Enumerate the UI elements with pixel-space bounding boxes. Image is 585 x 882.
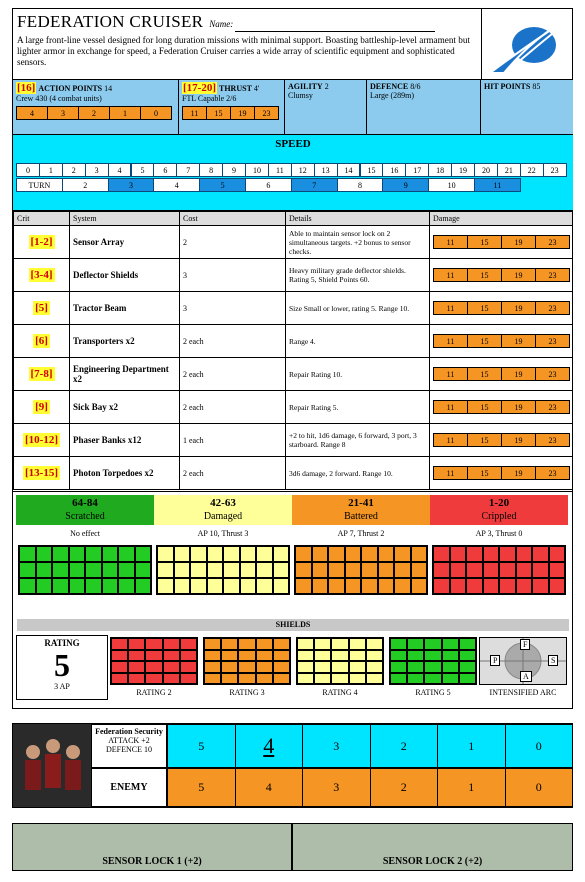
system-name: Tractor Beam xyxy=(70,292,180,325)
band-effect: AP 10, Thrust 3 xyxy=(197,529,249,538)
speed-cell[interactable]: 8 xyxy=(199,163,223,177)
speed-cell[interactable]: 11 xyxy=(268,163,292,177)
intensified-arc[interactable] xyxy=(479,637,567,685)
speed-cell[interactable]: 23 xyxy=(543,163,567,177)
ship-card xyxy=(12,8,573,709)
name-label: Name: xyxy=(209,19,234,29)
damage-band: 21-41 Battered xyxy=(292,495,430,525)
hit-points-cell xyxy=(481,80,573,135)
security-value[interactable]: 3 xyxy=(302,724,371,768)
crit-range: [3-4] xyxy=(30,269,53,281)
crit-cell xyxy=(14,325,70,358)
system-cost: 3 xyxy=(180,292,286,325)
crit-range: [9] xyxy=(35,401,48,413)
thrust-box[interactable]: 23 xyxy=(254,106,279,120)
hp-value: 85 xyxy=(532,82,541,91)
crit-cell xyxy=(14,259,70,292)
system-details: Repair Rating 5. xyxy=(286,391,430,424)
system-cost: 2 each xyxy=(180,457,286,490)
damage-box[interactable]: 19 xyxy=(501,466,536,480)
enemy-value[interactable]: 4 xyxy=(235,768,304,807)
enemy-value[interactable]: 3 xyxy=(302,768,371,807)
shield-level-label: RATING 2 xyxy=(136,688,172,697)
system-row xyxy=(14,325,573,358)
enemy-value[interactable]: 1 xyxy=(437,768,506,807)
crit-range: [7-8] xyxy=(30,368,53,380)
damage-box[interactable]: 23 xyxy=(535,466,570,480)
speed-cell[interactable]: 20 xyxy=(474,163,498,177)
security-info xyxy=(91,724,167,768)
security-value[interactable]: 0 xyxy=(505,724,574,768)
system-name: Transporters x2 xyxy=(70,325,180,358)
system-details: Repair Rating 10. xyxy=(286,358,430,391)
system-name: Sensor Array xyxy=(70,226,180,259)
security-defence: DEFENCE 10 xyxy=(106,745,152,754)
federation-logo-icon xyxy=(481,9,573,79)
speed-track xyxy=(13,135,573,211)
damage-box[interactable]: 11 xyxy=(433,433,468,447)
sensor-lock-1[interactable]: SENSOR LOCK 1 (+2) xyxy=(12,823,292,871)
crit-cell xyxy=(14,292,70,325)
system-name: Phaser Banks x12 xyxy=(70,424,180,457)
speed-cell[interactable]: 16 xyxy=(382,163,406,177)
speed-cell[interactable]: 0 xyxy=(16,163,40,177)
thrust-label: THRUST xyxy=(219,84,252,93)
system-name: Deflector Shields xyxy=(70,259,180,292)
ap-crit: [16] xyxy=(17,82,36,94)
system-cost: 2 xyxy=(180,226,286,259)
system-name: Sick Bay x2 xyxy=(70,391,180,424)
damage-band: 64-84 Scratched xyxy=(16,495,154,525)
defence-value: 8/6 xyxy=(410,82,421,91)
speed-cell[interactable]: 13 xyxy=(314,163,338,177)
band-effect: AP 7, Thrust 2 xyxy=(337,529,385,538)
ship-title: FEDERATION CRUISER xyxy=(17,12,204,31)
speed-title: SPEED xyxy=(275,138,311,150)
shield-level-label: RATING 4 xyxy=(322,688,358,697)
damage-box[interactable]: 19 xyxy=(501,235,536,249)
band-effect: AP 3, Thrust 0 xyxy=(475,529,523,538)
damage-band: 1-20 Crippled xyxy=(430,495,568,525)
ap-value: 14 xyxy=(104,84,113,93)
security-team-image xyxy=(13,724,91,807)
damage-cell xyxy=(430,358,573,391)
damage-box[interactable]: 19 xyxy=(501,268,536,282)
crit-cell xyxy=(14,226,70,259)
agility-cell xyxy=(285,80,367,135)
security-value[interactable]: 1 xyxy=(437,724,506,768)
rating-ap: 3 AP xyxy=(54,682,70,691)
crit-cell xyxy=(14,424,70,457)
ap-boxes xyxy=(16,106,171,120)
col-cost: Cost xyxy=(180,212,286,226)
system-details: Heavy military grade deflector shields. Rating 5, Shield Points 60. xyxy=(286,259,430,292)
arc-forward[interactable]: F xyxy=(520,639,530,650)
speed-cell[interactable]: 14 xyxy=(337,163,361,177)
system-row xyxy=(14,358,573,391)
damage-box[interactable]: 11 xyxy=(433,400,468,414)
enemy-label: ENEMY xyxy=(91,768,167,807)
agility-value: 2 xyxy=(324,82,329,91)
enemy-value[interactable]: 5 xyxy=(167,768,236,807)
arc-aft[interactable]: A xyxy=(520,671,532,682)
security-value[interactable]: 2 xyxy=(370,724,439,768)
damage-box[interactable]: 19 xyxy=(501,367,536,381)
system-details: Able to maintain sensor lock on 2 simultaneous targets. +2 bonus to sensor checks. xyxy=(286,226,430,259)
speed-cell[interactable]: 18 xyxy=(428,163,452,177)
damage-box[interactable]: 23 xyxy=(535,367,570,381)
system-cost: 2 each xyxy=(180,358,286,391)
col-details: Details xyxy=(286,212,430,226)
damage-cell xyxy=(430,292,573,325)
turn-cell[interactable]: 9 xyxy=(382,178,429,192)
col-damage: Damage xyxy=(430,212,573,226)
damage-box[interactable]: 11 xyxy=(433,466,468,480)
damage-box[interactable]: 15 xyxy=(467,367,502,381)
damage-box[interactable]: 19 xyxy=(501,301,536,315)
speed-cell[interactable]: 4 xyxy=(108,163,132,177)
speed-cell[interactable]: 17 xyxy=(405,163,429,177)
shield-grid[interactable] xyxy=(389,637,477,685)
system-cost: 1 each xyxy=(180,424,286,457)
system-name: Photon Torpedoes x2 xyxy=(70,457,180,490)
agility-label: AGILITY xyxy=(288,82,323,91)
crit-range: [6] xyxy=(35,335,48,347)
col-crit: Crit xyxy=(14,212,70,226)
damage-box[interactable]: 15 xyxy=(467,400,502,414)
damage-track xyxy=(13,491,573,709)
thrust-boxes xyxy=(182,106,278,120)
speed-cell[interactable]: 19 xyxy=(451,163,475,177)
speed-cell[interactable]: 5 xyxy=(131,163,155,177)
system-row xyxy=(14,259,573,292)
action-points-cell xyxy=(13,80,179,135)
hp-grid[interactable] xyxy=(432,545,566,595)
system-details: Range 4. xyxy=(286,325,430,358)
enemy-value[interactable]: 0 xyxy=(505,768,574,807)
damage-box[interactable]: 23 xyxy=(535,268,570,282)
damage-box[interactable]: 23 xyxy=(535,301,570,315)
system-details: +2 to hit, 1d6 damage, 6 forward, 3 port, 3 starboard. Range 8 xyxy=(286,424,430,457)
enemy-value[interactable]: 2 xyxy=(370,768,439,807)
system-row xyxy=(14,292,573,325)
rating-label: RATING xyxy=(44,638,80,648)
agility-note: Clumsy xyxy=(288,91,313,100)
thrust-cell xyxy=(179,80,285,135)
crew-text: Crew 430 (4 combat units) xyxy=(16,94,102,103)
turn-cell[interactable]: 2 xyxy=(62,178,109,192)
turn-label: TURN xyxy=(16,178,63,192)
system-name: Engineering Department x2 xyxy=(70,358,180,391)
arc-starboard[interactable]: S xyxy=(548,655,558,666)
turn-cell[interactable]: 5 xyxy=(199,178,246,192)
shield-level-label: RATING 3 xyxy=(229,688,265,697)
col-system: System xyxy=(70,212,180,226)
system-row xyxy=(14,424,573,457)
system-details: Size Small or lower, rating 5. Range 10. xyxy=(286,292,430,325)
rating-value: 5 xyxy=(54,647,70,683)
thrust-box[interactable]: 19 xyxy=(230,106,255,120)
speed-cell[interactable]: 1 xyxy=(39,163,63,177)
shield-grid[interactable] xyxy=(203,637,291,685)
ap-box[interactable]: 3 xyxy=(47,106,79,120)
damage-box[interactable]: 15 xyxy=(467,301,502,315)
hp-grid[interactable] xyxy=(18,545,152,595)
stats-bar xyxy=(13,79,573,135)
shields-title: SHIELDS xyxy=(17,619,569,631)
speed-cell[interactable]: 12 xyxy=(291,163,315,177)
turn-cell[interactable]: 10 xyxy=(428,178,475,192)
shield-level-label: RATING 5 xyxy=(415,688,451,697)
damage-box[interactable]: 11 xyxy=(433,301,468,315)
system-details: 3d6 damage, 2 forward. Range 10. xyxy=(286,457,430,490)
sensor-lock-2[interactable]: SENSOR LOCK 2 (+2) xyxy=(292,823,573,871)
ap-box[interactable]: 1 xyxy=(109,106,141,120)
crit-cell xyxy=(14,391,70,424)
damage-box[interactable]: 15 xyxy=(467,334,502,348)
turn-cell[interactable]: 7 xyxy=(291,178,338,192)
crit-range: [10-12] xyxy=(25,434,58,446)
arc-label: INTENSIFIED ARC xyxy=(489,688,557,697)
speed-cell[interactable]: 3 xyxy=(85,163,109,177)
shield-rating xyxy=(16,635,108,700)
speed-cell[interactable]: 10 xyxy=(245,163,269,177)
ftl-text: FTL Capable 2/6 xyxy=(182,94,237,103)
ap-box[interactable]: 0 xyxy=(140,106,172,120)
crit-range: [1-2] xyxy=(30,236,53,248)
speed-cell[interactable]: 2 xyxy=(62,163,86,177)
damage-box[interactable]: 19 xyxy=(501,400,536,414)
crit-range: [5] xyxy=(35,302,48,314)
turn-cell[interactable]: 8 xyxy=(337,178,384,192)
thrust-box[interactable]: 15 xyxy=(206,106,231,120)
turn-cell[interactable]: 6 xyxy=(245,178,292,192)
name-field[interactable] xyxy=(235,22,435,32)
crit-cell xyxy=(14,358,70,391)
defence-label: DEFENCE xyxy=(370,82,409,91)
thrust-box[interactable]: 11 xyxy=(182,106,207,120)
damage-box[interactable]: 23 xyxy=(535,400,570,414)
turn-cell[interactable]: 3 xyxy=(108,178,155,192)
system-cost: 2 each xyxy=(180,325,286,358)
damage-box[interactable]: 19 xyxy=(501,334,536,348)
defence-cell xyxy=(367,80,481,135)
ap-box[interactable]: 2 xyxy=(78,106,110,120)
shield-grid[interactable] xyxy=(110,637,198,685)
damage-cell xyxy=(430,226,573,259)
ap-label: ACTION POINTS xyxy=(38,84,103,93)
damage-box[interactable]: 15 xyxy=(467,466,502,480)
security-attack: ATTACK +2 xyxy=(108,736,150,745)
security-name: Federation Security xyxy=(95,727,163,736)
damage-box[interactable]: 15 xyxy=(467,235,502,249)
damage-cell xyxy=(430,457,573,490)
band-effect: No effect xyxy=(70,529,100,538)
speed-cell[interactable]: 21 xyxy=(497,163,521,177)
damage-band: 42-63 Damaged xyxy=(154,495,292,525)
speed-cell[interactable]: 22 xyxy=(520,163,544,177)
system-cost: 2 each xyxy=(180,391,286,424)
thrust-crit: [17-20] xyxy=(183,82,216,94)
ship-description: A large front-line vessel designed for long duration missions with minimal support. Boasting battleship-level armament but lighter armor in exchange for speed, a Federation Cruiser carries a wide array of scientific equipment and sophisticated sensors. xyxy=(17,35,471,67)
damage-box[interactable]: 23 xyxy=(535,433,570,447)
system-row xyxy=(14,226,573,259)
shield-grid[interactable] xyxy=(296,637,384,685)
system-row xyxy=(14,457,573,490)
hp-grid[interactable] xyxy=(294,545,428,595)
crit-range: [13-15] xyxy=(25,467,58,479)
damage-box[interactable]: 11 xyxy=(433,334,468,348)
systems-table xyxy=(13,211,573,490)
damage-cell xyxy=(430,325,573,358)
security-value[interactable]: 4 xyxy=(235,724,304,768)
defence-note: Large (289m) xyxy=(370,91,415,100)
speed-cell[interactable]: 6 xyxy=(153,163,177,177)
hp-grid[interactable] xyxy=(156,545,290,595)
damage-cell xyxy=(430,259,573,292)
damage-box[interactable]: 23 xyxy=(535,334,570,348)
damage-box[interactable]: 11 xyxy=(433,367,468,381)
security-panel xyxy=(12,723,573,808)
system-cost: 3 xyxy=(180,259,286,292)
header xyxy=(13,9,481,79)
security-value[interactable]: 5 xyxy=(167,724,236,768)
damage-box[interactable]: 15 xyxy=(467,433,502,447)
damage-box[interactable]: 11 xyxy=(433,235,468,249)
damage-box[interactable]: 11 xyxy=(433,268,468,282)
system-row xyxy=(14,391,573,424)
speed-cell[interactable]: 15 xyxy=(360,163,384,177)
damage-box[interactable]: 23 xyxy=(535,235,570,249)
hp-label: HIT POINTS xyxy=(484,82,531,91)
thrust-value: 4' xyxy=(253,84,260,93)
turn-cell[interactable]: 11 xyxy=(474,178,521,192)
speed-cell[interactable]: 9 xyxy=(222,163,246,177)
speed-cell[interactable]: 7 xyxy=(176,163,200,177)
damage-cell xyxy=(430,391,573,424)
arc-port[interactable]: P xyxy=(490,655,500,666)
damage-cell xyxy=(430,424,573,457)
crit-cell xyxy=(14,457,70,490)
turn-cell[interactable]: 4 xyxy=(153,178,200,192)
ap-box[interactable]: 4 xyxy=(16,106,48,120)
damage-box[interactable]: 15 xyxy=(467,268,502,282)
damage-box[interactable]: 19 xyxy=(501,433,536,447)
